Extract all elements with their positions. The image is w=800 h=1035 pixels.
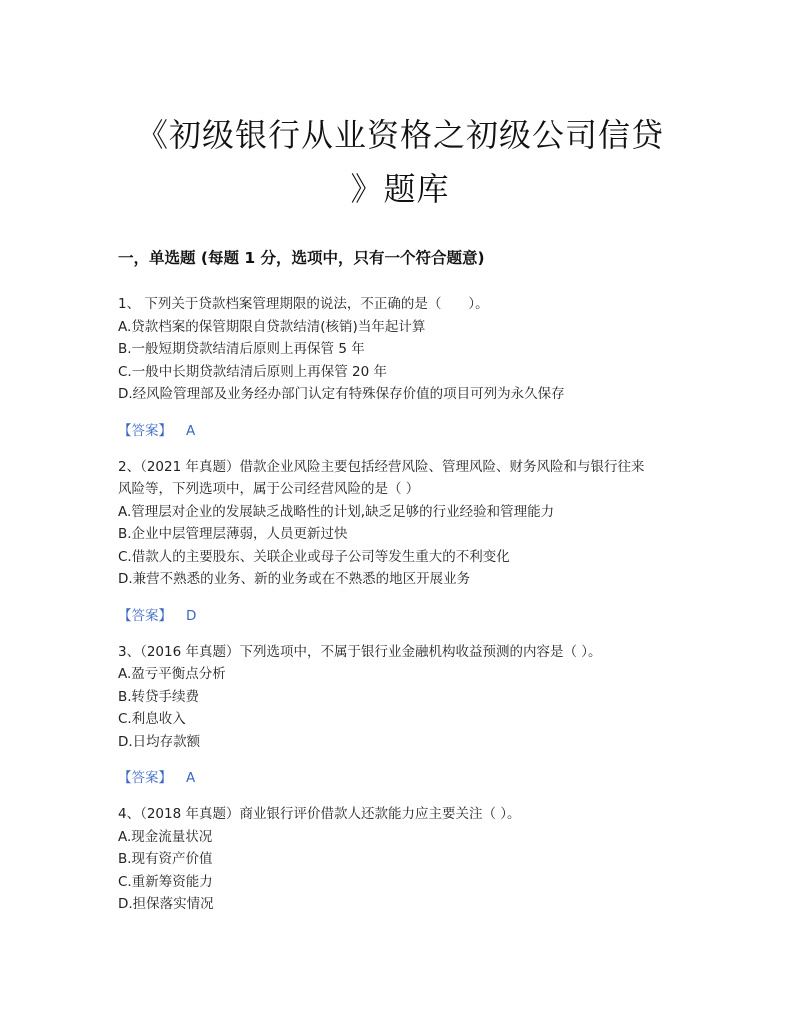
question-stem: 3、（2016 年真题）下列选项中，不属于银行业金融机构收益预测的内容是（ ）。 [118,643,602,660]
answer-value: A [186,422,196,439]
question-stem: 风险等，下列选项中，属于公司经营风险的是（ ） [118,481,420,497]
answer-option: D.日均存款额 [118,733,201,750]
answer-option: D.兼营不熟悉的业务、新的业务或在不熟悉的地区开展业务 [118,571,471,587]
answer-option: A.盈亏平衡点分析 [118,666,226,682]
answer-line [118,767,698,789]
question-stem: 2、（2021 年真题）借款企业风险主要包括经营风险、管理风险、财务风险和与银行往来 [118,458,645,475]
answer-option: B.转贷手续费 [118,688,200,705]
answer-option: D.担保落实情况 [118,896,214,912]
answer-option: C.重新筹资能力 [118,873,213,890]
document-title [100,108,700,216]
answer-tag: 【答案】 [118,607,172,624]
answer-option: C.利息收入 [118,711,186,727]
section-heading: 一，单选题 (每题 1 分，选项中，只有一个符合题意) [118,249,485,267]
answer-value: D [186,607,197,624]
answer-option: B.企业中层管理层薄弱，人员更新过快 [118,526,348,542]
question-2 [118,456,698,627]
title-line-2: 》题库 [350,170,450,208]
title-line-1: 《初级银行从业资格之初级公司信贷 [135,116,664,154]
answer-option: D.经风险管理部及业务经办部门认定有特殊保存价值的项目可列为永久保存 [118,386,565,402]
question-list [118,293,698,916]
answer-tag: 【答案】 [118,422,172,439]
answer-value: A [186,770,196,786]
answer-option: A.现金流量状况 [118,828,213,845]
answer-option: A.管理层对企业的发展缺乏战略性的计划,缺乏足够的行业经验和管理能力 [118,503,555,520]
answer-option: B.一般短期贷款结清后原则上再保管 5 年 [118,341,365,357]
question-4 [118,803,698,916]
answer-option: B.现有资产价值 [118,851,213,867]
answer-line [118,605,698,627]
question-3 [118,641,698,790]
question-stem: 4、（2018 年真题）商业银行评价借款人还款能力应主要关注（ ）。 [118,806,521,822]
answer-line [118,420,698,442]
question-1 [118,293,698,442]
answer-option: C.借款人的主要股东、关联企业或母子公司等发生重大的不利变化 [118,548,510,565]
answer-option: A.贷款档案的保管期限自贷款结清(核销)当年起计算 [118,318,426,335]
answer-tag: 【答案】 [118,770,172,786]
question-stem: 1、 下列关于贷款档案管理期限的说法，不正确的是（ ）。 [118,296,489,312]
answer-option: C.一般中长期贷款结清后原则上再保管 20 年 [118,363,387,380]
